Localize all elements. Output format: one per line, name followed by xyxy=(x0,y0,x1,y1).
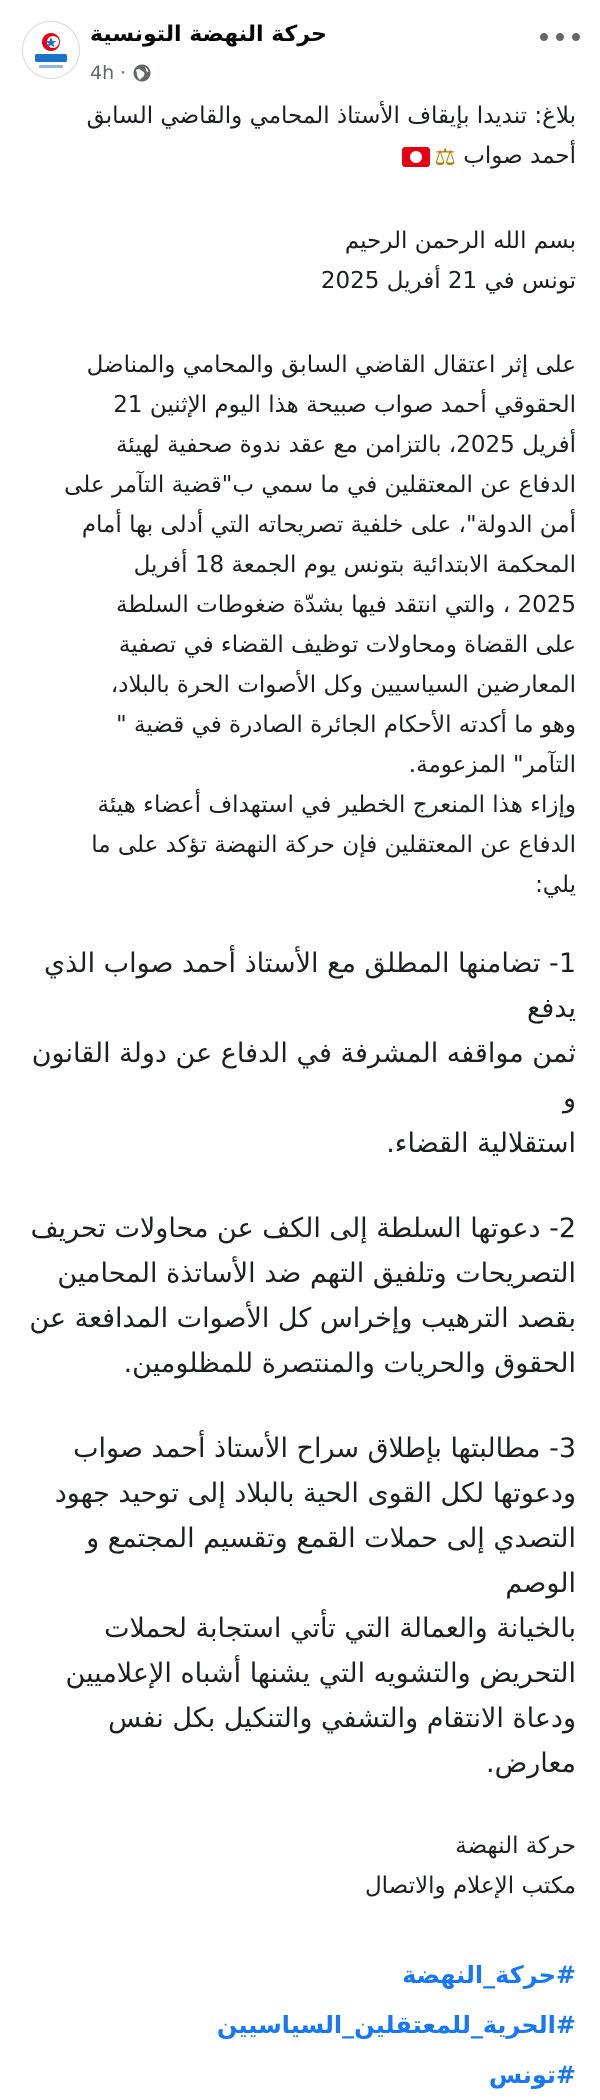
point-line: 1- تضامنها المطلق مع الأستاذ أحمد صواب الذي يدفع xyxy=(44,947,576,1024)
post-header xyxy=(0,0,600,96)
point-line: بقصد الترهيب وإخراس كل الأصوات المدافعة عن xyxy=(29,1302,576,1334)
globe-icon xyxy=(132,63,152,83)
more-options-icon[interactable] xyxy=(540,26,580,48)
point-line: ودعوتها لكل القوى الحية بالبلاد إلى توحيد جهود xyxy=(54,1477,576,1509)
page-avatar[interactable] xyxy=(22,21,80,79)
point-line: بالخيانة والعمالة التي تأتي استجابة لحملات xyxy=(104,1612,576,1644)
statement-point xyxy=(18,941,576,1166)
point-line: استقلالية القضاء. xyxy=(386,1127,576,1159)
hashtag-link[interactable]: #حركة_النهضة xyxy=(402,1960,576,1989)
page-name[interactable]: حركة النهضة التونسية xyxy=(90,22,327,47)
statement-line: وإزاء هذا المنعرج الخطير في استهداف أعضاء هيئة xyxy=(97,791,576,818)
point-line: 3- مطالبتها بإطلاق سراح الأستاذ أحمد صواب xyxy=(73,1432,576,1464)
statement-line: على القضاة ومحاولات توظيف القضاء في تصفية xyxy=(118,631,576,658)
signature-office: مكتب الإعلام والاتصال xyxy=(364,1872,576,1899)
hashtag-list xyxy=(18,1950,576,2100)
statement-line: أفريل 2025، بالتزامن مع عقد ندوة صحفية لهيئة xyxy=(115,431,576,458)
post-body xyxy=(0,96,600,2100)
point-line: التصريحات وتلفيق التهم ضد الأساتذة المحامين xyxy=(57,1257,576,1289)
title-line: بلاغ: تنديدا بإيقاف الأستاذ المحامي والقاضي السابق xyxy=(86,103,576,129)
statement-text xyxy=(18,345,576,905)
statement-line: الحقوقي أحمد صواب صبيحة هذا اليوم الإثنين 21 xyxy=(113,391,576,418)
statement-point xyxy=(18,1426,576,1786)
point-line: ودعاة الانتقام والتشفي والتنكيل بكل نفس معارض. xyxy=(108,1702,576,1779)
post-meta xyxy=(90,62,152,84)
hashtag-link[interactable]: #الحرية_للمعتقلين_السياسيين xyxy=(216,2010,576,2039)
statement-line: التآمر" المزعومة. xyxy=(408,751,576,778)
point-line: التحريض والتشويه التي يشنها أشباه الإعلاميين xyxy=(65,1657,576,1689)
point-line: التصدي إلى حملات القمع وتقسيم المجتمع و الوصم xyxy=(86,1522,576,1599)
statement-line: الدفاع عن المعتقلين في ما سمي ب"قضية التآمر على xyxy=(64,471,576,498)
meta-separator: · xyxy=(120,62,127,84)
hashtag-link[interactable]: #تونس xyxy=(488,2060,576,2089)
title-line-2: أحمد صواب ⚖ xyxy=(18,136,576,177)
statement-point xyxy=(18,1206,576,1386)
post-time[interactable]: 4h xyxy=(90,62,115,84)
statement-line: المحكمة الابتدائية بتونس يوم الجمعة 18 أفريل xyxy=(133,551,576,578)
basmala: بسم الله الرحمن الرحيم xyxy=(344,227,576,254)
signature-org: حركة النهضة xyxy=(455,1832,576,1859)
statement-points xyxy=(18,941,576,1786)
point-line: الحقوق والحريات والمنتصرة للمظلومين. xyxy=(123,1347,576,1379)
statement-line: أمن الدولة"، على خلفية تصريحاته التي أدلى بها أمام xyxy=(81,511,576,538)
tunisia-flag-icon xyxy=(402,147,430,167)
point-line: ثمن مواقفه المشرفة في الدفاع عن دولة القانون و xyxy=(31,1037,576,1114)
statement-line: يلي: xyxy=(535,871,576,898)
statement-line: على إثر اعتقال القاضي السابق والمحامي والمناضل xyxy=(86,351,576,378)
statement-line: الدفاع عن المعتقلين فإن حركة النهضة تؤكد على ما xyxy=(91,831,576,858)
statement-line: 2025 ، والتي انتقد فيها بشدّة ضغوطات السلطة xyxy=(116,591,576,618)
statement-line: المعارضين السياسيين وكل الأصوات الحرة بالبلاد، xyxy=(110,671,576,698)
date-line: تونس في 21 أفريل 2025 xyxy=(320,267,576,294)
scales-icon: ⚖ xyxy=(434,142,456,171)
statement-line: وهو ما أكدته الأحكام الجائرة الصادرة في قضية " xyxy=(116,711,576,738)
point-line: 2- دعوتها السلطة إلى الكف عن محاولات تحريف xyxy=(30,1212,576,1244)
